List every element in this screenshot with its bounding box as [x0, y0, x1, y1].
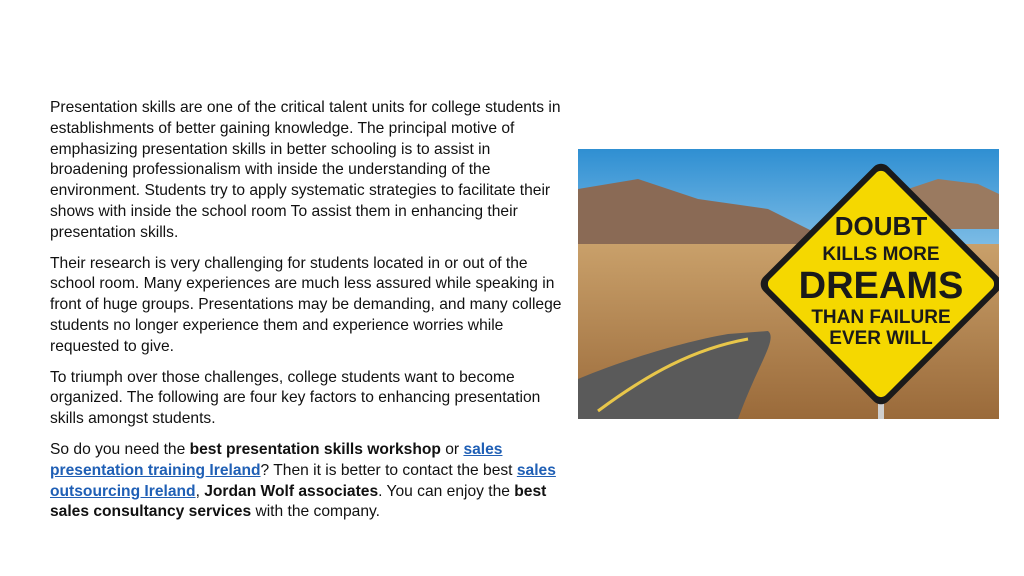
p4-text-6: with the company. [251, 503, 380, 521]
paragraph-4 [50, 440, 570, 523]
sign-line-3: DREAMS [798, 265, 964, 307]
p4-text-2: or [440, 440, 464, 458]
sign-line-4: THAN FAILURE [811, 307, 951, 328]
p4-text-3: ? Then it is better to contact the best [260, 461, 517, 479]
sign-line-5: EVER WILL [829, 328, 933, 349]
workshop-bold: best presentation skills workshop [189, 440, 441, 458]
p4-text-5: . You can enjoy the [378, 482, 515, 500]
paragraph-3: To triumph over those challenges, college students want to become organized. The following are four key factors to enhancing presentation skills amongst students. [50, 368, 541, 428]
paragraph-1: Presentation skills are one of the critical talent units for college students in establishments of better gaining knowledge. The principal motive of emphasizing presentation skills in better schooling is to assist in broadening professionalism with inside the understanding of the environment. Students try to apply systematic strategies to facilitate their shows with inside the school room To assist them in enhancing their presentation skills. [50, 99, 561, 241]
doubt-sign-photo [578, 149, 999, 419]
sales-presentation-training-link[interactable]: sales presentation training Ireland [50, 440, 503, 479]
sales-outsourcing-link[interactable]: sales outsourcing Ireland [50, 461, 556, 500]
paragraph-2: Their research is very challenging for students located in or out of the school room. Many experiences are much less assured while speaking in front of huge groups. Presentations may be demanding, and many college students no longer experience them and experience worries while requested to give. [50, 254, 562, 355]
jordan-wolf-bold: Jordan Wolf associates [204, 482, 379, 500]
sign-line-1: DOUBT [834, 211, 928, 241]
body-text [50, 98, 570, 533]
consultancy-bold: best sales consultancy services [50, 482, 547, 521]
p4-text-4: , [195, 482, 205, 500]
sign-line-2: KILLS MORE [822, 244, 940, 265]
p4-text-1: So do you need the [50, 440, 190, 458]
